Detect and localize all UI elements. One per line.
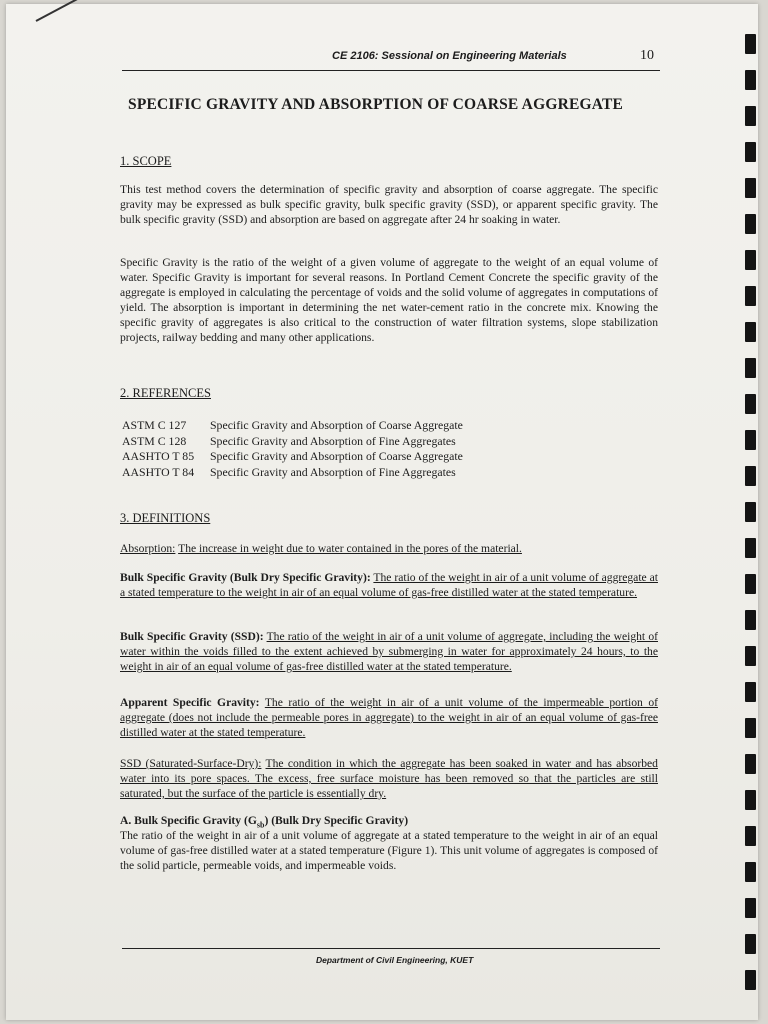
binding-hole	[745, 178, 756, 198]
binding-hole	[745, 790, 756, 810]
page-title: SPECIFIC GRAVITY AND ABSORPTION OF COARSE AGGREGATE	[128, 96, 624, 113]
binding-hole	[745, 970, 756, 990]
page-number: 10	[640, 48, 654, 63]
binding-hole	[745, 682, 756, 702]
subsection-a-heading: A. Bulk Specific Gravity $(G_{sb})$ (Bulk Dry Specific Gravity)	[120, 814, 409, 830]
binding-hole	[745, 574, 756, 594]
binding-hole	[745, 934, 756, 954]
binding-hole	[745, 322, 756, 342]
binding-hole	[745, 214, 756, 234]
binding-hole	[745, 862, 756, 882]
page-header	[124, 46, 658, 70]
binding-hole	[745, 538, 756, 558]
section-heading-scope: 1. SCOPE	[120, 154, 172, 168]
binding-hole	[745, 286, 756, 306]
document-page	[6, 4, 758, 1020]
footer-rule	[122, 948, 660, 949]
page-footer: Department of Civil Engineering, KUET	[316, 955, 474, 965]
binding-hole	[745, 898, 756, 918]
binding-hole	[745, 754, 756, 774]
header-rule	[122, 70, 660, 71]
binding-hole	[745, 394, 756, 414]
reference-item: ASTM C 127 Specific Gravity and Absorption of Coarse Aggregate	[122, 418, 463, 432]
binding-hole	[745, 502, 756, 522]
scope-paragraph-2: Specific Gravity is the ratio of the weight of a given volume of aggregate to the weight of an equal volume of water. Specific Gravity is important for several reasons. In Portland Cement Concrete the specific gravity of the aggregate is employed in calculating the percentage of voids and the solid volume of aggregates in computations of yield. The absorption is important in determining the net water-cement ratio in the concrete mix. Knowing the specific gravity of aggregates is also critical to the construction of water filtration systems, slope stabilization projects, railway bedding and many other applications.	[120, 256, 658, 344]
spiral-binding	[742, 34, 756, 1024]
binding-hole	[745, 358, 756, 378]
reference-item: AASHTO T 85 Specific Gravity and Absorption of Coarse Aggregate	[122, 449, 463, 463]
definition-bulk-dry: Bulk Specific Gravity (Bulk Dry Specific Gravity): The ratio of the weight in air of a unit volume of aggregate at a stated temperature to the weight in air of an equal volume of gas-free distilled water at the stated temperature.	[120, 571, 658, 599]
binding-hole	[745, 34, 756, 54]
definition-apparent: Apparent Specific Gravity: The ratio of the weight in air of a unit volume of the impermeable portion of aggregate (does not include the permeable pores in aggregate) to the weight in air of an equal volume of gas-free distilled water at the stated temperature.	[120, 696, 658, 739]
scope-paragraph-1: This test method covers the determination of specific gravity and absorption of coarse aggregate. The specific gravity may be expressed as bulk specific gravity, bulk specific gravity (SSD), or apparent specific gravity. The bulk specific gravity (SSD) and absorption are based on aggregate after 24 hr soaking in water.	[120, 183, 658, 226]
binding-hole	[745, 430, 756, 450]
binding-hole	[745, 466, 756, 486]
references-list	[122, 418, 463, 480]
section-heading-references: 2. REFERENCES	[120, 386, 211, 400]
definition-absorption: Absorption: The increase in weight due to water contained in the pores of the material.	[120, 542, 522, 555]
reference-item: ASTM C 128 Specific Gravity and Absorption of Fine Aggregates	[122, 433, 456, 448]
course-title: CE 2106: Sessional on Engineering Materials	[332, 50, 567, 62]
binding-hole	[745, 826, 756, 846]
binding-hole	[745, 610, 756, 630]
binding-hole	[745, 250, 756, 270]
binding-hole	[745, 142, 756, 162]
section-heading-definitions: 3. DEFINITIONS	[120, 511, 211, 525]
definition-bulk-ssd: Bulk Specific Gravity (SSD): The ratio of the weight in air of a unit volume of aggregate, including the weight of water within the voids filled to the extent achieved by submerging in water for approximately 24 hours, to the weight in air of an equal volume of gas-free distilled water at the stated temperature.	[120, 630, 658, 673]
binding-hole	[745, 718, 756, 738]
pen-mark	[36, 0, 79, 22]
binding-hole	[745, 106, 756, 126]
definition-ssd: SSD (Saturated-Surface-Dry): The condition in which the aggregate has been soaked in water and has absorbed water into its pore spaces. The excess, free surface moisture has been removed so that the particles are still saturated, but the surface of the particle is essentially dry.	[120, 757, 658, 800]
binding-hole	[745, 70, 756, 90]
binding-hole	[745, 646, 756, 666]
reference-item: AASHTO T 84 Specific Gravity and Absorption of Fine Aggregates	[122, 464, 456, 479]
subsection-a-text: The ratio of the weight in air of a unit volume of aggregate at a stated temperature to the weight in air of an equal volume of gas-free distilled water at a stated temperature (Figure 1). This unit volume of aggregates is composed of the solid particle, permeable voids, and impermeable voids.	[120, 829, 658, 872]
